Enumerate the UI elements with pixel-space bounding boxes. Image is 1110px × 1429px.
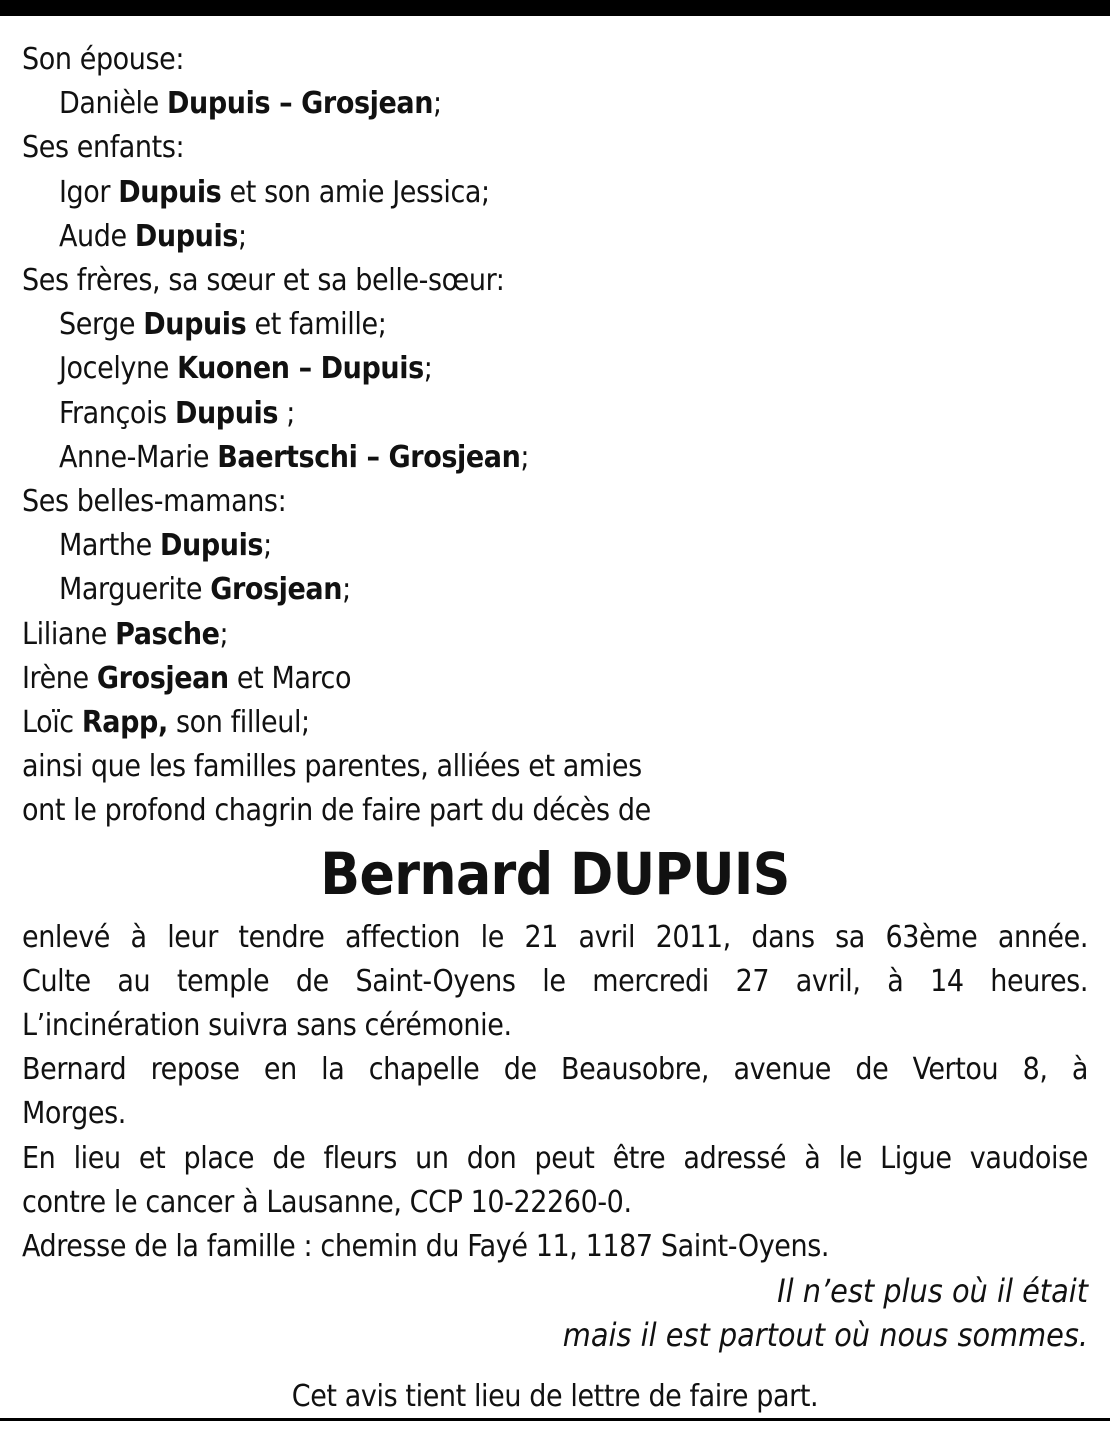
sibling-entry: Anne-Marie Baertschi – Grosjean; — [59, 439, 530, 475]
mother-in-law-entry: Marthe Dupuis; — [59, 528, 272, 564]
verse — [22, 1269, 1088, 1357]
details-line: Bernard repose en la chapelle de Beausobre, avenue de Vertou 8, à — [22, 1052, 1088, 1088]
details-line: Culte au temple de Saint-Oyens le mercredi 27 avril, à 14 heures. — [22, 963, 1088, 999]
verse-line: Il n’est plus où il était — [777, 1272, 1088, 1311]
children-heading: Ses enfants: — [22, 130, 185, 166]
relative-entry: Irène Grosjean et Marco — [22, 660, 352, 696]
bottom-rule — [0, 1418, 1110, 1421]
closing-note: Cet avis tient lieu de lettre de faire part. — [291, 1379, 819, 1415]
relative-entry: Loïc Rapp, son filleul; — [22, 705, 310, 741]
siblings-heading: Ses frères, sa sœur et sa belle-sœur: — [22, 263, 505, 299]
child-entry: Aude Dupuis; — [59, 218, 247, 254]
spouse-heading: Son épouse: — [22, 42, 185, 77]
announcement-line: ainsi que les familles parentes, alliées et amies — [22, 749, 642, 785]
details-line: Adresse de la famille : chemin du Fayé 11, 1187 Saint-Oyens. — [22, 1229, 830, 1265]
details-line: contre le cancer à Lausanne, CCP 10-22260-0. — [22, 1184, 632, 1220]
details-line: Morges. — [22, 1096, 126, 1132]
details-line: enlevé à leur tendre affection le 21 avril 2011, dans sa 63ème année. — [22, 919, 1088, 955]
spouse-surname: Dupuis – Grosjean — [167, 86, 434, 122]
details-line: L’incinération suivra sans cérémonie. — [22, 1008, 512, 1044]
deceased-name: Bernard DUPUIS — [320, 839, 790, 908]
obituary-notice — [22, 38, 1088, 1419]
mother-in-law-entry: Marguerite Grosjean; — [59, 572, 351, 608]
relative-entry: Liliane Pasche; — [22, 616, 229, 652]
mothers-in-law-heading: Ses belles-mamans: — [22, 484, 287, 520]
sibling-entry: Serge Dupuis et famille; — [59, 307, 387, 343]
sibling-entry: Jocelyne Kuonen – Dupuis; — [59, 351, 433, 387]
top-rule — [0, 0, 1110, 16]
verse-line: mais il est partout où nous sommes. — [562, 1316, 1088, 1355]
spouse-entry: Danièle Dupuis – Grosjean; — [59, 86, 442, 122]
child-entry: Igor Dupuis et son amie Jessica; — [59, 174, 490, 210]
announcement-line: ont le profond chagrin de faire part du décès de — [22, 793, 651, 829]
sibling-entry: François Dupuis ; — [59, 395, 295, 431]
details-line: En lieu et place de fleurs un don peut être adressé à le Ligue vaudoise — [22, 1140, 1088, 1176]
